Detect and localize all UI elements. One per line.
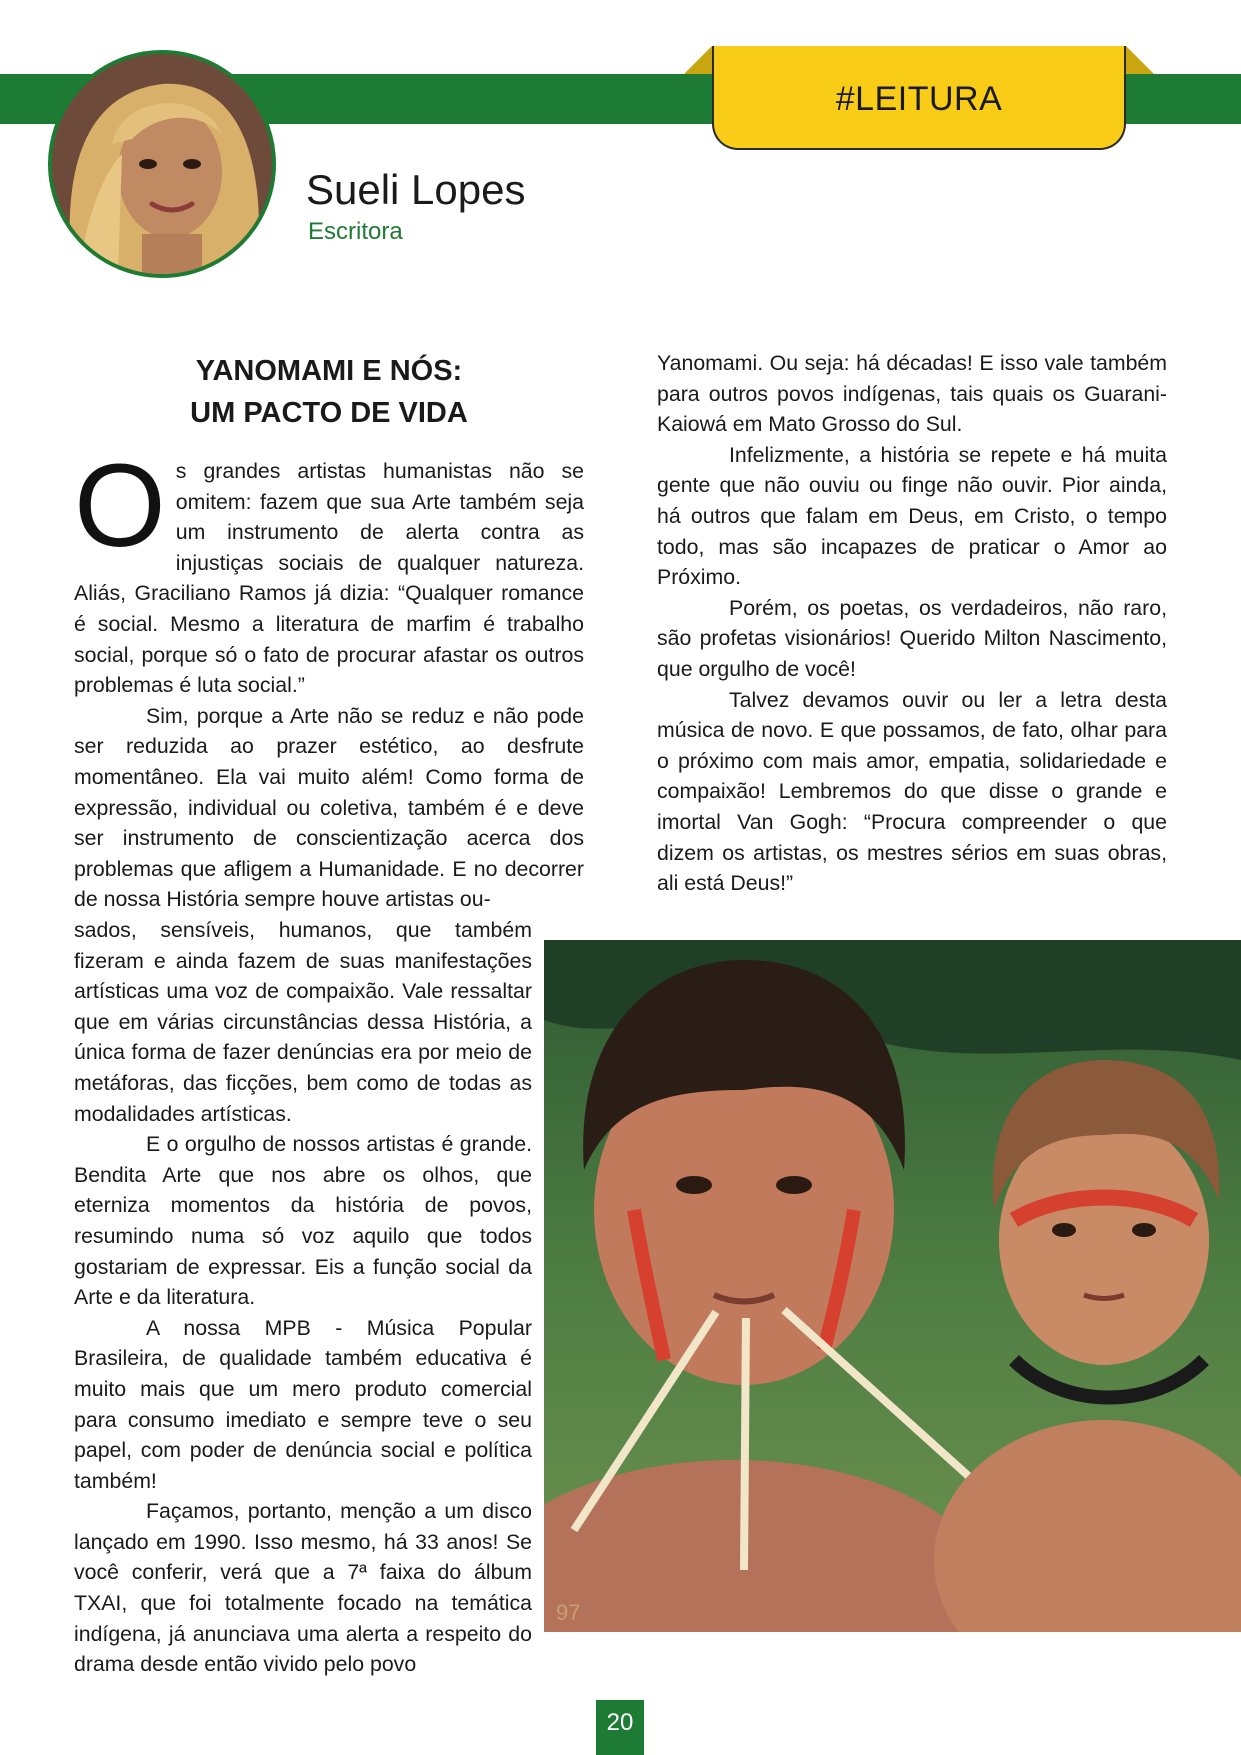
drop-cap: O	[74, 440, 166, 572]
title-line-2: UM PACTO DE VIDA	[190, 397, 468, 429]
column-right	[657, 348, 1167, 899]
paragraph-1	[74, 440, 584, 701]
section-tag-label: #LEITURA	[835, 80, 1003, 118]
column-left-bottom	[74, 915, 532, 1680]
photo-date-stamp: 97	[556, 1600, 581, 1625]
paragraph-8: Talvez devamos ouvir ou ler a letra desta música de novo. E que possamos, de fato, olhar para o próximo com mais amor, empatia, solidariedade e compaixão! Lembremos do que disse o grande e imortal Van Gogh: “Procura compreender o que dizem os artistas, os mestres sérios em suas obras, ali está Deus!”	[657, 687, 1167, 896]
paragraph-7: Porém, os poetas, os verdadeiros, não raro, são profetas visionários! Querido Milton Nascimento, que orgulho de você!	[657, 595, 1167, 681]
paragraph-5-continued: Yanomami. Ou seja: há décadas! E isso vale também para outros povos indígenas, tais quais os Guarani-Kaiowá em Mato Grosso do Sul.	[657, 351, 1167, 437]
section-tag	[712, 46, 1126, 150]
article-title	[74, 350, 584, 434]
paragraph-1-text: s grandes artistas humanistas não se omitem: fazem que sua Arte também seja um instrumento de alerta contra as injustiças sociais de qualquer natureza. Aliás, Graciliano Ramos já dizia: “Qualquer romance é social. Mesmo a literatura de marfim é trabalho social, porque só o fato de procurar afastar os outros problemas é luta social.”	[74, 459, 584, 698]
paragraph-3: E o orgulho de nossos artistas é grande. Bendita Arte que nos abre os olhos, que eterniza momentos da história de povos, resumindo numa só voz aquilo que todos gostariam de expressar. Eis a função social da Arte e da literatura.	[74, 1132, 532, 1310]
author-name: Sueli Lopes	[306, 166, 526, 213]
author-role: Escritora	[308, 218, 403, 245]
tag-fold-right	[1126, 46, 1154, 74]
paragraph-6: Infelizmente, a história se repete e há muita gente que não ouviu ou finge não ouvir. Pior ainda, há outros que falam em Deus, em Cristo, o tempo todo, mas são incapazes de praticar o Amor ao Próximo.	[657, 442, 1167, 590]
paragraph-4: A nossa MPB - Música Popular Brasileira, de qualidade também educativa é muito mais que um mero produto comercial para consumo imediato e sempre teve o seu papel, com poder de denúncia social e política também!	[74, 1315, 532, 1493]
tag-fold-left	[684, 46, 712, 74]
article-photo	[544, 940, 1241, 1632]
paragraph-2a: Sim, porque a Arte não se reduz e não pode ser reduzida ao prazer estético, ao desfrute momentâneo. Ela vai muito além! Como forma de expressão, individual ou coletiva, também é e deve ser instrumento de conscientização acerca dos problemas que afligem a Humanidade. E no decorrer de nossa História sempre houve artistas ou-	[74, 703, 584, 912]
author-avatar	[48, 50, 276, 278]
page-number: 20	[596, 1700, 644, 1755]
title-line-1: YANOMAMI E NÓS:	[195, 355, 463, 387]
paragraph-5: Façamos, portanto, menção a um disco lançado em 1990. Isso mesmo, há 33 anos! Se você conferir, verá que a 7ª faixa do álbum TXAI, que foi totalmente focado na temática indígena, já anunciava uma alerta a respeito do drama desde então vivido pelo povo	[74, 1499, 532, 1677]
column-left-top	[74, 440, 584, 915]
paragraph-2b: sados, sensíveis, humanos, que também fizeram e ainda fazem de suas manifestações artísticas uma voz de compaixão. Vale ressaltar que em várias circunstâncias dessa História, a única forma de fazer denúncias era por meio de metáforas, das ficções, bem como de todas as modalidades artísticas.	[74, 918, 532, 1126]
